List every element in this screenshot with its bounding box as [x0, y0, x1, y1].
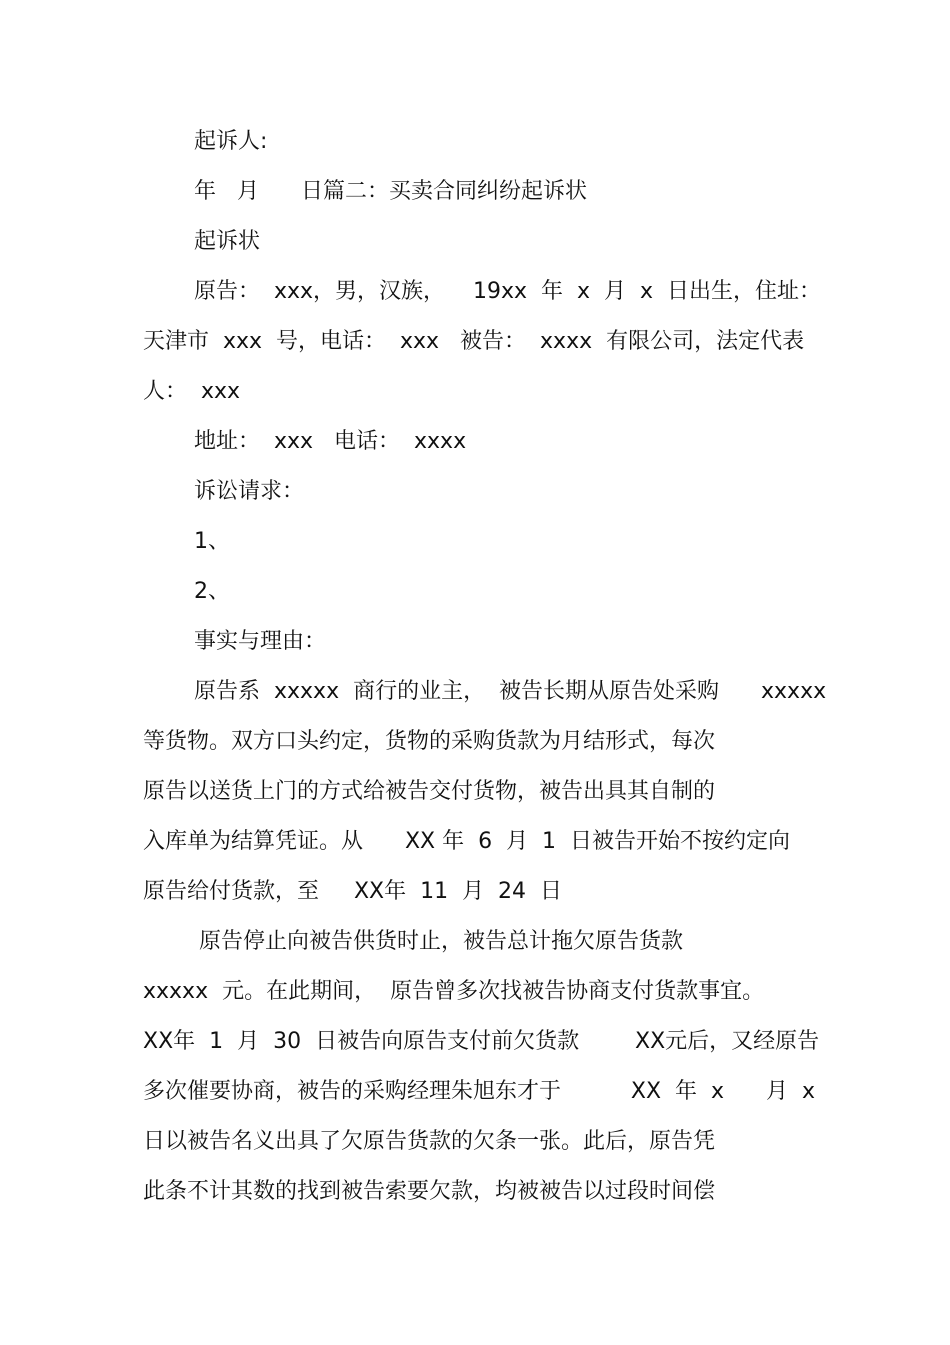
text-line: 1、 — [194, 529, 230, 554]
text-line: 2、 — [194, 579, 230, 604]
text-line: xxxxx 元。在此期间， 原告曾多次找被告协商支付货款事宜。 — [143, 979, 765, 1004]
text-line: 原告： xxx，男，汉族， 19xx 年 x 月 x 日出生，住址： — [194, 279, 822, 304]
text-line: 入库单为结算凭证。从 XX 年 6 月 1 日被告开始不按约定向 — [143, 829, 791, 854]
text-line: 事实与理由： — [194, 629, 327, 654]
text-line: 原告系 xxxxx 商行的业主， 被告长期从原告处采购 xxxxx — [194, 679, 827, 704]
text-line: 地址： xxx 电话： xxxx — [194, 429, 467, 454]
text-line: 年 月 日篇二：买卖合同纠纷起诉状 — [194, 179, 587, 204]
text-line: 起诉状 — [194, 229, 261, 254]
text-line: 此条不计其数的找到被告索要欠款，均被被告以过段时间偿 — [143, 1179, 716, 1204]
text-line: 起诉人: — [194, 129, 268, 154]
text-line: 原告给付货款，至 XX年 11 月 24 日 — [143, 879, 563, 904]
text-line: 等货物。双方口头约定，货物的采购货款为月结形式，每次 — [143, 729, 716, 754]
text-line: 原告以送货上门的方式给被告交付货物，被告出具其自制的 — [143, 779, 716, 804]
text-line: 多次催要协商，被告的采购经理朱旭东才于 XX 年 x 月 x — [143, 1079, 816, 1104]
text-line: 人： xxx — [143, 379, 241, 404]
text-line: 日以被告名义出具了欠原告货款的欠条一张。此后，原告凭 — [143, 1129, 716, 1154]
text-line: 天津市 xxx 号，电话： xxx 被告： xxxx 有限公司，法定代表 — [143, 329, 805, 354]
text-line: XX年 1 月 30 日被告向原告支付前欠货款 XX元后，又经原告 — [143, 1029, 820, 1054]
text-line: 原告停止向被告供货时止，被告总计拖欠原告货款 — [199, 929, 684, 954]
text-line: 诉讼请求： — [194, 479, 305, 504]
